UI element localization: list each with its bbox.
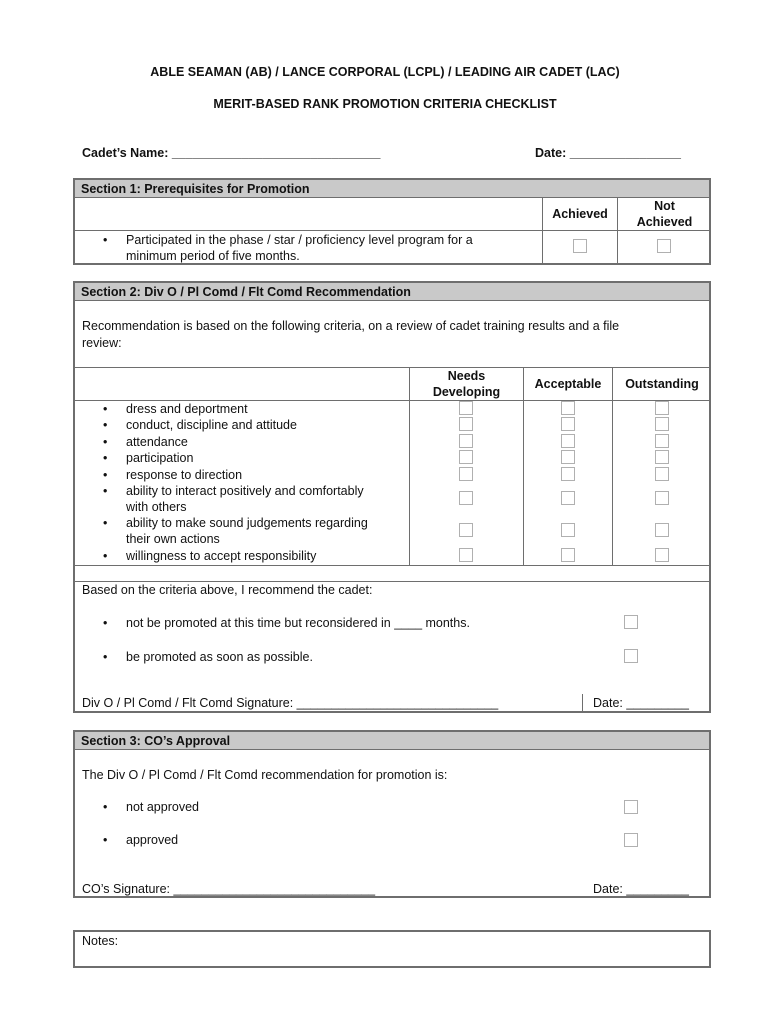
needs-developing-checkbox[interactable] (459, 548, 473, 562)
col-not-achieved: Not Achieved (636, 199, 693, 229)
divider (75, 581, 709, 582)
outstanding-checkbox[interactable] (655, 523, 669, 537)
section-2-intro-cont: review: (82, 336, 122, 350)
divider (523, 367, 524, 565)
col-achieved: Achieved (552, 207, 608, 221)
needs-developing-checkbox[interactable] (459, 523, 473, 537)
section-2-intro: Recommendation is based on the following criteria, on a review of cadet training results and a file (82, 319, 620, 333)
needs-developing-checkbox[interactable] (459, 491, 473, 505)
divider (75, 230, 709, 231)
needs-developing-checkbox[interactable] (459, 417, 473, 431)
outstanding-checkbox[interactable] (655, 434, 669, 448)
form-subtitle: MERIT-BASED RANK PROMOTION CRITERIA CHECKLIST (213, 97, 557, 111)
not-approved-checkbox[interactable] (624, 800, 638, 814)
acceptable-checkbox[interactable] (561, 548, 575, 562)
not-achieved-checkbox[interactable] (657, 239, 671, 253)
needs-developing-checkbox[interactable] (459, 450, 473, 464)
acceptable-checkbox[interactable] (561, 450, 575, 464)
outstanding-checkbox[interactable] (655, 491, 669, 505)
acceptable-checkbox[interactable] (561, 434, 575, 448)
acceptable-checkbox[interactable] (561, 523, 575, 537)
recommend-intro: Based on the criteria above, I recommend the cadet: (82, 583, 373, 597)
outstanding-checkbox[interactable] (655, 417, 669, 431)
outstanding-checkbox[interactable] (655, 548, 669, 562)
co-signature-date[interactable]: Date: _________ (593, 882, 689, 896)
section-3-title: Section 3: CO’s Approval (75, 732, 709, 750)
approved-checkbox[interactable] (624, 833, 638, 847)
divider (75, 565, 709, 566)
divider (75, 367, 709, 368)
outstanding-checkbox[interactable] (655, 401, 669, 415)
section-1: Section 1: Prerequisites for Promotion Achieved Not Achieved • Participated in the phase / star / proficiency level program for a minimum period of five months. (73, 178, 711, 265)
needs-developing-checkbox[interactable] (459, 401, 473, 415)
divider (612, 367, 613, 565)
section-3-intro: The Div O / Pl Comd / Flt Comd recommendation for promotion is: (82, 768, 448, 782)
section-3: Section 3: CO’s Approval The Div O / Pl Comd / Flt Comd recommendation for promotion is: • not approved • approved CO’s Signature: _____________________________ Date: _________ (73, 730, 711, 898)
outstanding-checkbox[interactable] (655, 467, 669, 481)
form-title: ABLE SEAMAN (AB) / LANCE CORPORAL (LCPL) / LEADING AIR CADET (LAC) (150, 65, 620, 79)
outstanding-checkbox[interactable] (655, 450, 669, 464)
notes-box[interactable] (73, 930, 711, 968)
needs-developing-checkbox[interactable] (459, 434, 473, 448)
not-promoted-checkbox[interactable] (624, 615, 638, 629)
cadet-name-field[interactable]: Cadet’s Name: ______________________________ (82, 146, 381, 160)
acceptable-checkbox[interactable] (561, 491, 575, 505)
div-o-signature-date[interactable]: Date: _________ (593, 696, 689, 710)
col-acceptable: Acceptable (534, 377, 602, 391)
promote-checkbox[interactable] (624, 649, 638, 663)
date-field[interactable]: Date: ________________ (535, 146, 681, 160)
col-outstanding: Outstanding (625, 377, 699, 391)
acceptable-checkbox[interactable] (561, 417, 575, 431)
div-o-signature-field[interactable]: Div O / Pl Comd / Flt Comd Signature: _____________________________ (82, 696, 499, 710)
section-2: Section 2: Div O / Pl Comd / Flt Comd Recommendation Recommendation is based on the following criteria, on a review of cadet training results and a file review: Needs Developing Acceptable Outstanding • dress and deportment • conduct, discipline and attitude • attendance • participation • response to direction • ability to interact positively and comfortably with others • ability to make sound judgements regarding their own actions • willingness to accept responsibility Based on the criteria above, I recommend the cadet: • not be promoted at this time but reconsidered in ____ months. • be promoted as soon as possible. Div O / Pl Comd / Flt Comd Signature: _____________________________ Date: _________ (73, 281, 711, 713)
acceptable-checkbox[interactable] (561, 401, 575, 415)
co-signature-field[interactable]: CO’s Signature: _____________________________ (82, 882, 376, 896)
achieved-checkbox[interactable] (573, 239, 587, 253)
section-2-title: Section 2: Div O / Pl Comd / Flt Comd Recommendation (75, 283, 709, 301)
acceptable-checkbox[interactable] (561, 467, 575, 481)
col-needs-developing: Needs Developing (432, 369, 501, 399)
notes-label: Notes: (82, 934, 119, 948)
section-1-title: Section 1: Prerequisites for Promotion (75, 180, 709, 198)
needs-developing-checkbox[interactable] (459, 467, 473, 481)
divider (582, 694, 583, 713)
